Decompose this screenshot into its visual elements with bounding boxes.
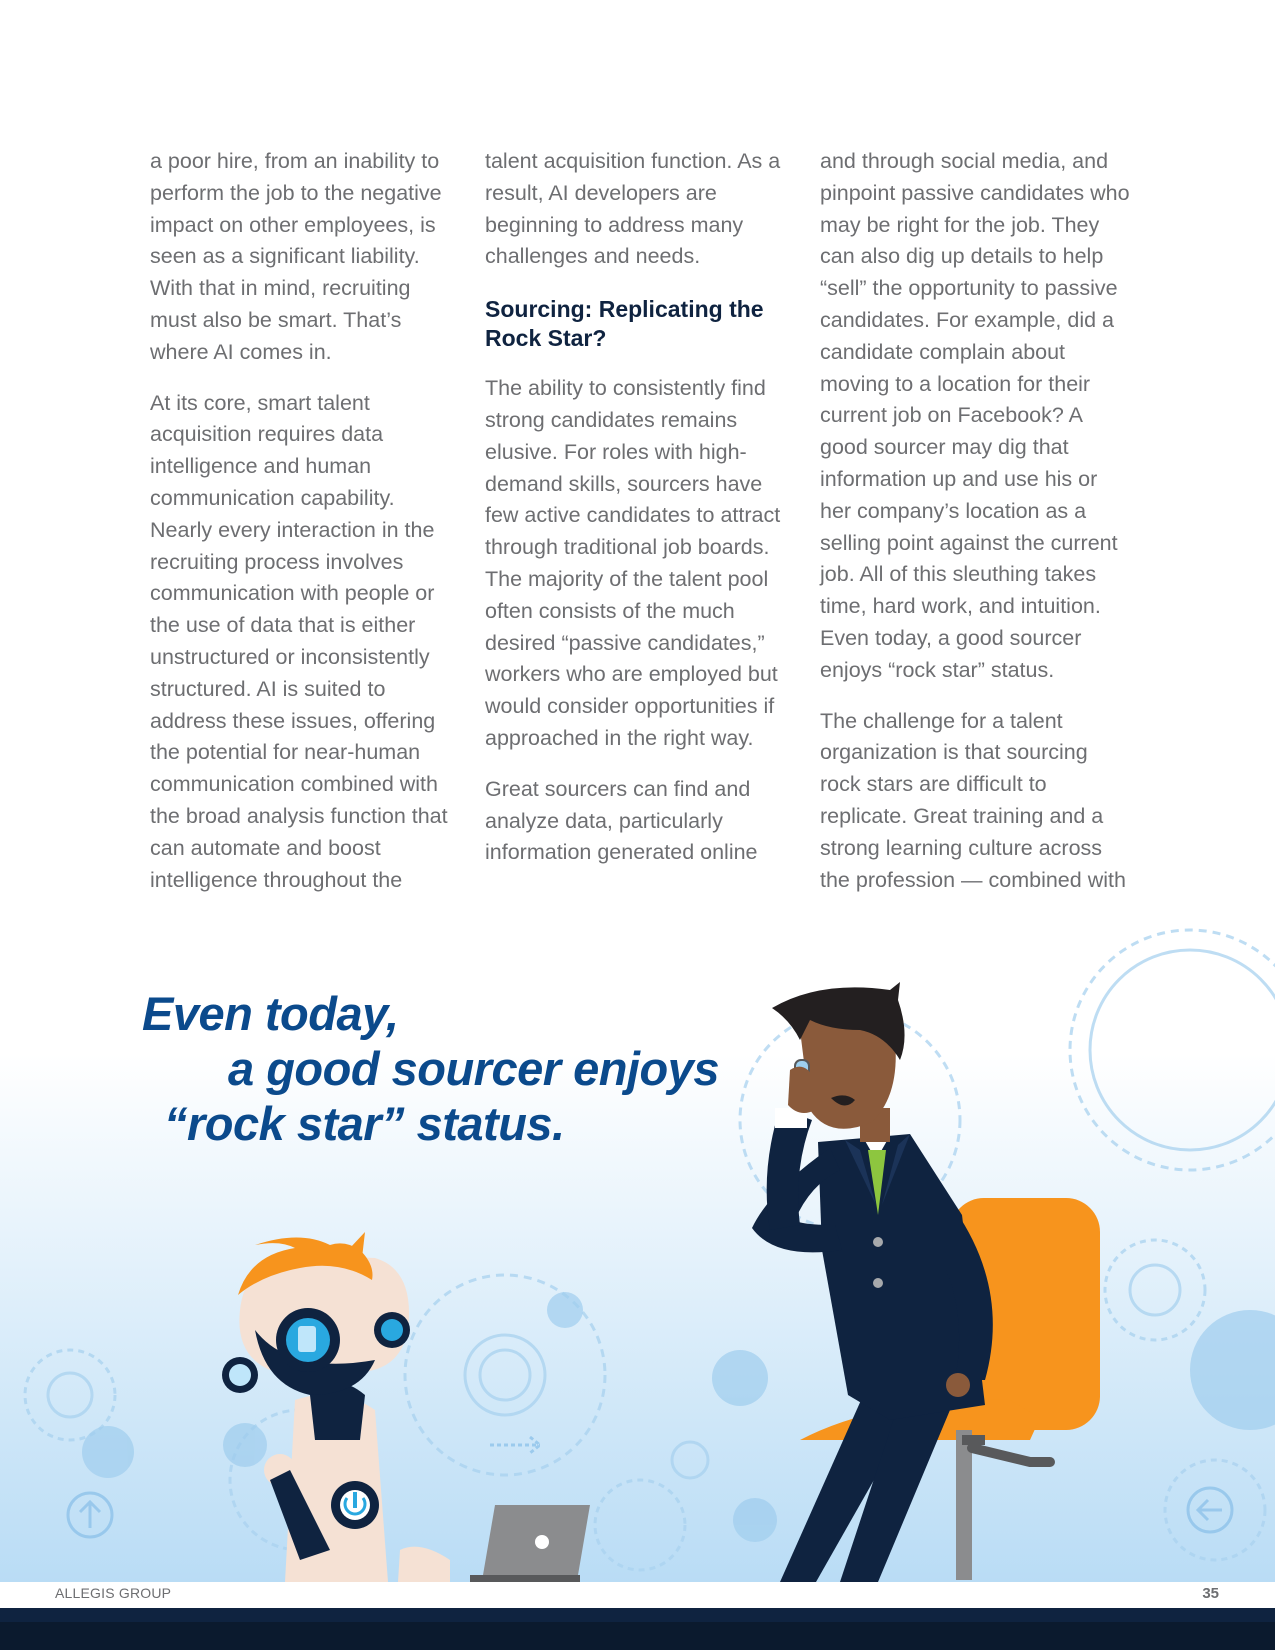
text-column-3 bbox=[820, 146, 1130, 915]
pull-quote-line-3: “rock star” status. bbox=[164, 1097, 565, 1150]
body-paragraph: Great sourcers can find and analyze data, particularly information generated online bbox=[485, 776, 758, 865]
footer-strip bbox=[0, 1582, 1275, 1608]
body-paragraph: a poor hire, from an inability to perform the job to the negative impact on other employees, is seen as a significant liability. With that in mind, recruiting must also be smart. That’s where AI comes in. bbox=[150, 149, 442, 364]
body-paragraph: At its core, smart talent acquisition requires data intelligence and human communication capability. Nearly every interaction in the recruiting process involves communication with people or the use of data that is either unstructured or inconsistently structured. AI is suited to address these issues, offering the potential for near-human communication combined with the broad analysis function that can automate and boost intelligence throughout the bbox=[150, 390, 448, 892]
footer-brand: ALLEGIS GROUP bbox=[55, 1585, 172, 1601]
text-column-1 bbox=[150, 146, 460, 915]
body-paragraph: and through social media, and pinpoint passive candidates who may be right for the job. They can also dig up details to help “sell” the opportunity to passive candidates. For example, did a candidate complain about moving to a location for their current job on Facebook? A good sourcer may dig that information up and use his or her company’s location as a selling point against the current job. All of this sleuthing takes time, hard work, and intuition. Even today, a good sourcer enjoys “rock star” status. bbox=[820, 149, 1130, 682]
pull-quote-line-2: a good sourcer enjoys bbox=[228, 1042, 719, 1095]
pull-quote-line-1: Even today, bbox=[142, 987, 399, 1040]
footer-bar-dark bbox=[0, 1622, 1275, 1650]
page-number: 35 bbox=[1202, 1585, 1219, 1602]
body-paragraph: The challenge for a talent organization is that sourcing rock stars are difficult to replicate. Great training and a strong learning culture across the profession — combined with bbox=[820, 708, 1126, 892]
footer-bar bbox=[0, 1608, 1275, 1622]
body-paragraph: The ability to consistently find strong candidates remains elusive. For roles with high-demand skills, sourcers have few active candidates to attract through traditional job boards. The majority of the talent pool often consists of the much desired “passive candidates,” workers who are employed but would consider opportunities if approached in the right way. bbox=[485, 376, 781, 750]
text-column-2 bbox=[485, 146, 795, 888]
body-paragraph: talent acquisition function. As a result, AI developers are beginning to address many challenges and needs. bbox=[485, 149, 781, 269]
section-heading: Sourcing: Replicating the Rock Star? bbox=[485, 296, 764, 352]
